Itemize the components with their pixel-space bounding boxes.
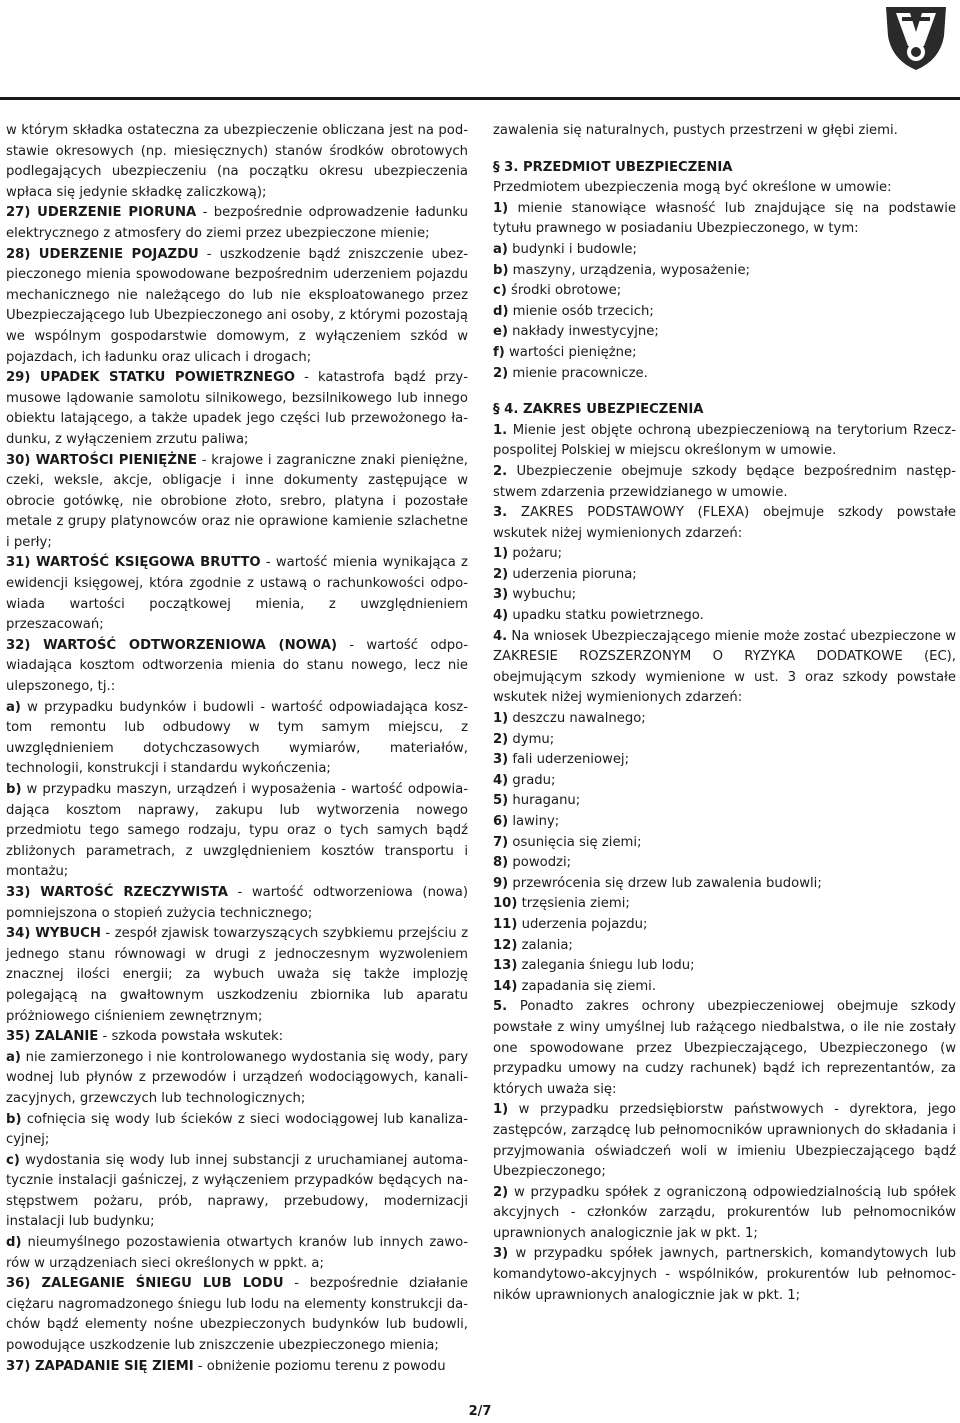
list-item	[493, 240, 956, 261]
item-text: w przypadku spółek jawnych, partnerskich, komandytowych lub komandytowo-akcyjnych - wspólników, prokurentów lub pełnomocników uprawnionych analogicznie jak w pkt. 1;	[493, 1246, 956, 1303]
item-text: pożaru;	[508, 546, 563, 562]
item-term: a)	[493, 241, 508, 257]
list-item	[493, 544, 956, 565]
item-term: 14)	[493, 978, 518, 994]
item-text: upadku statku powietrznego.	[508, 608, 704, 624]
item-text: - wartość odtworzeniowa (nowa) pomniejszona o stopień zużycia technicznego;	[6, 884, 469, 921]
right-column	[493, 121, 956, 1306]
item-term: 2)	[493, 365, 509, 381]
item-text: w przypadku maszyn, urządzeń i wyposażenia - wartość odpowiadająca kosztom naprawy, zakupu lub wytworzenia nowego przedmiotu tego samego rodzaju, typu oraz o tych samych bądź zbliżonych parametrach, z uwzględnieniem kosztów transportu i montażu;	[6, 782, 468, 880]
item-text: zalania;	[517, 937, 573, 953]
section-4-heading: § 4. ZAKRES UBEZPIECZENIA	[493, 402, 704, 418]
list-item	[6, 698, 468, 780]
item-text: uderzenia pioruna;	[508, 566, 637, 582]
list-item	[493, 585, 956, 606]
item-term: 31) WARTOŚĆ KSIĘGOWA BRUTTO	[6, 555, 261, 571]
list-item	[6, 883, 468, 924]
item-term: 2.	[493, 463, 508, 479]
list-item	[6, 451, 468, 554]
item-term: 29) UPADEK STATKU POWIETRZNEGO	[6, 370, 295, 386]
item-text: wartości pieniężne;	[504, 344, 637, 360]
list-item	[493, 364, 956, 385]
left-column	[6, 121, 468, 1377]
item-term: 2)	[493, 731, 509, 747]
list-item	[493, 322, 956, 343]
header-rule	[0, 97, 960, 100]
item-text: w przypadku spółek z ograniczoną odpowiedzialnością lub spółek akcyjnych - członków zarządu, prokurentów lub pełnomocników uprawnionych analogicznie jak w pkt. 1;	[493, 1184, 956, 1241]
item-term: 32) WARTOŚĆ ODTWORZENIOWA (NOWA)	[6, 637, 338, 653]
item-term: d)	[493, 303, 509, 319]
list-item	[493, 281, 956, 302]
item-term: a)	[6, 699, 21, 715]
item-text: - wartość odpowiadająca kosztom odtworzenia mienia do stanu nowego, lecz nie ulepszonego, tj.:	[6, 637, 468, 695]
list-item	[493, 730, 956, 751]
section-3-heading: § 3. PRZEDMIOT UBEZPIECZENIA	[493, 159, 733, 175]
list-item	[493, 812, 956, 833]
item-term: 2)	[493, 1184, 509, 1200]
item-text: lawiny;	[508, 814, 560, 829]
item-term: 5)	[493, 793, 509, 809]
item-text: - wartość mienia wynikająca z ewidencji księgowej, która zgodnie z ustawą o rachunkowości odpowiada wartości początkowej mienia, z uwzględnieniem przeszacowań;	[6, 555, 468, 633]
item-text: - krajowe i zagraniczne znaki pieniężne, czeki, weksle, akcje, obligacje i inne dokumenty zastępujące w obrocie gotówkę, nie obrobione złoto, srebro, platyna i pozostałe metale z grupy platynowców oraz nie oprawione kamienie szlachetne i perły;	[6, 452, 469, 550]
section-3-intro: Przedmiotem ubezpieczenia mogą być określone w umowie:	[493, 180, 892, 196]
item-term: 35) ZALANIE	[6, 1029, 99, 1045]
list-item	[493, 936, 956, 957]
list-item	[493, 343, 956, 364]
list-item	[493, 1244, 956, 1306]
list-item	[6, 368, 468, 450]
item-text: w przypadku budynków i budowli - wartość odpowiadająca kosztom remontu lub odbudowy w tym samym miejscu, z uwzględnieniem dotychczasowych wymiarów, materiałów, technologii, konstrukcji i standardu wykończenia;	[6, 699, 468, 777]
list-item	[6, 245, 468, 369]
list-item	[6, 1233, 468, 1274]
item-text: w którym składka ostateczna za ubezpieczenie obliczana jest na podstawie okresowych (np. miesięcznych) stanów środków obrotowych podlegających ubezpieczeniu (na początku okresu ubezpieczenia wpłaca się jedynie składkę zaliczkową);	[6, 123, 468, 200]
page-number: 2/7	[468, 1404, 492, 1419]
item-text: powodzi;	[508, 855, 572, 871]
item-term: 37) ZAPADANIE SIĘ ZIEMI	[6, 1358, 194, 1374]
list-item	[6, 780, 468, 883]
list-item	[6, 1357, 468, 1378]
list-item	[493, 1183, 956, 1245]
item-text: Ubezpieczenie obejmuje szkody będące bezpośrednim następstwem zdarzenia przewidzianego w umowie.	[493, 463, 956, 500]
list-item	[493, 853, 956, 874]
list-item	[6, 636, 468, 698]
list-item	[493, 771, 956, 792]
item-term: 33) WARTOŚĆ RZECZYWISTA	[6, 884, 228, 900]
item-text: - obniżenie poziomu terenu z powodu	[193, 1358, 446, 1374]
list-item	[493, 874, 956, 895]
item-term: e)	[493, 324, 508, 340]
list-item	[493, 1100, 956, 1182]
item-text: huraganu;	[508, 793, 581, 809]
item-text: Na wniosek Ubezpieczającego mienie może zostać ubezpieczone w ZAKRESIE ROZSZERZONYM O RYZYKA DODATKOWE (EC), obejmującym szkody wymienione w ust. 3 oraz szkody powstałe wskutek niżej wymienionych zdarzeń:	[493, 628, 956, 706]
item-text: trzęsienia ziemi;	[517, 896, 630, 912]
insurer-logo-icon	[880, 4, 952, 72]
item-text: mienie osób trzecich;	[508, 303, 654, 319]
list-item	[493, 956, 956, 977]
item-term: d)	[6, 1235, 22, 1251]
continuation-text: zawalenia się naturalnych, pustych przestrzeni w głębi ziemi.	[493, 123, 898, 138]
item-term: 3)	[493, 752, 509, 768]
item-term: 12)	[493, 937, 518, 953]
item-text: nie zamierzonego i nie kontrolowanego wydostania się wody, pary wodnej lub płynów z przewodów i urządzeń wodociągowych, kanalizacyjnych, grzewczych lub technologicznych;	[6, 1049, 468, 1106]
list-item	[493, 977, 956, 998]
item-text: wybuchu;	[508, 587, 577, 603]
item-term: 9)	[493, 875, 509, 891]
item-text: mienie pracownicze.	[508, 365, 648, 381]
list-item	[6, 1027, 468, 1048]
item-text: cofnięcia się wody lub ścieków z sieci wodociągowej lub kanalizacyjnej;	[6, 1111, 468, 1148]
item-term: a)	[6, 1049, 21, 1065]
list-item	[493, 833, 956, 854]
list-item	[6, 203, 468, 244]
item-text: budynki i budowle;	[507, 241, 637, 257]
list-item	[6, 1274, 468, 1356]
item-text: wydostania się wody lub innej substancji z uruchamianej automatycznie instalacji gaśniczej, z wyłączeniem przypadków będących następstwem pożaru, prób, naprawy, przebudowy, modernizacji instalacji lub budynku;	[6, 1152, 468, 1230]
item-text: mienie stanowiące własność lub znajdujące się na podstawie tytułu prawnego w posiadaniu Ubezpieczonego, w tym:	[493, 200, 956, 237]
item-term: c)	[493, 283, 507, 299]
item-term: 4)	[493, 608, 509, 624]
list-item	[493, 709, 956, 730]
item-term: 1)	[493, 1102, 509, 1118]
item-term: 28) UDERZENIE POJAZDU	[6, 246, 199, 262]
item-term: b)	[6, 782, 22, 797]
item-term: b)	[493, 262, 509, 278]
item-text: dymu;	[508, 731, 555, 747]
item-term: 1.	[493, 422, 508, 438]
list-item	[493, 606, 956, 627]
item-term: 6)	[493, 814, 509, 829]
list-item	[493, 997, 956, 1100]
item-term: 1)	[493, 200, 509, 216]
item-text: Mienie jest objęte ochroną ubezpieczeniową na terytorium Rzeczpospolitej Polskiej w miejscu określonym w umowie.	[493, 422, 956, 459]
section-4-list	[493, 421, 956, 1307]
list-item	[493, 894, 956, 915]
item-text: zapadania się ziemi.	[517, 978, 657, 994]
item-text: - bezpośrednie odprowadzenie ładunku elektrycznego z atmosfery do ziemi przez ubezpieczone mienie;	[6, 205, 468, 241]
item-term: 13)	[493, 958, 518, 974]
list-item	[6, 1110, 468, 1151]
item-term: 1)	[493, 711, 509, 727]
list-item	[493, 565, 956, 586]
list-item	[493, 915, 956, 936]
list-item	[493, 421, 956, 462]
list-item	[6, 121, 468, 203]
item-text: - katastrofa bądź przymusowe lądowanie samolotu silnikowego, bezsilnikowego lub innego obiektu latającego, a także upadek jego części lub przewożonego ładunku, z wyłączeniem zrzutu paliwa;	[6, 370, 468, 447]
item-term: 8)	[493, 855, 509, 871]
item-text: Ponadto zakres ochrony ubezpieczeniowej obejmuje szkody powstałe z winy umyślnej lub rażącego niedbalstwa, o ile nie zostały one spowodowane przez Ubezpieczającego, Ubezpieczonego (w przypadku umowy na cudzy rachunek) bądź ich reprezentantów, za których uważa się:	[493, 999, 956, 1097]
item-term: c)	[6, 1152, 20, 1168]
item-term: 2)	[493, 566, 509, 582]
item-text: - uszkodzenie bądź zniszczenie ubezpieczonego mienia spowodowane bezpośrednim uderzeniem pojazdu mechanicznego nie należącego do lub nie eksploatowanego przez Ubezpieczającego lub Ubezpieczonego ani osoby, z którymi pozostają we wspólnym gospodarstwie domowym, z wyłączeniem szkód w pojazdach, ich ładunku oraz ulicach i drogach;	[6, 246, 468, 365]
item-text: maszyny, urządzenia, wyposażenie;	[508, 262, 751, 278]
item-term: 36) ZALEGANIE ŚNIEGU LUB LODU	[6, 1276, 284, 1292]
item-text: zalegania śniegu lub lodu;	[517, 958, 695, 974]
item-text: - bezpośrednie działanie ciężaru nagromadzonego śniegu lub lodu na elementy konstrukcji dachów bądź elementy nośne ubezpieczonych budynków lub budowli, powodujące uszkodzenie lub zniszczenie ubezpieczonego mienia;	[6, 1276, 468, 1354]
list-item	[493, 791, 956, 812]
list-item	[493, 750, 956, 771]
item-term: 4.	[493, 628, 508, 644]
list-item	[6, 553, 468, 635]
item-term: 4)	[493, 772, 509, 788]
item-term: 3)	[493, 587, 509, 603]
section-3-list	[493, 199, 956, 384]
item-term: 27) UDERZENIE PIORUNA	[6, 205, 197, 221]
list-item	[493, 302, 956, 323]
list-item	[493, 503, 956, 544]
item-term: 3.	[493, 505, 508, 521]
item-text: uderzenia pojazdu;	[517, 916, 648, 932]
list-item	[6, 1151, 468, 1233]
item-term: 5.	[493, 999, 508, 1015]
item-text: - zespół zjawisk towarzyszących szybkiemu przejściu z jednego stanu równowagi w drugi z jednoczesnym wyzwoleniem znacznej ilości energii; za wybuch uważa się także implozję polegającą na gwałtownym uszkodzeniu zbiornika lub aparatu próżniowego ciśnieniem zewnętrznym;	[6, 926, 468, 1024]
list-item	[493, 627, 956, 709]
list-item	[493, 261, 956, 282]
item-text: - szkoda powstała wskutek:	[98, 1029, 284, 1045]
item-text: osunięcia się ziemi;	[508, 834, 642, 850]
item-term: b)	[6, 1111, 22, 1127]
item-text: przewrócenia się drzew lub zawalenia budowli;	[508, 875, 822, 891]
list-item	[6, 1048, 468, 1110]
item-text: ZAKRES PODSTAWOWY (FLEXA) obejmuje szkody powstałe wskutek niżej wymienionych zdarzeń:	[493, 505, 956, 541]
item-term: 10)	[493, 896, 518, 912]
list-item	[493, 462, 956, 503]
item-term: 3)	[493, 1246, 509, 1262]
item-term: 1)	[493, 546, 509, 562]
item-term: f)	[493, 344, 505, 360]
item-text: nakłady inwestycyjne;	[507, 324, 659, 340]
item-term: 7)	[493, 834, 509, 850]
item-text: nieumyślnego pozostawienia otwartych kranów lub innych zaworów w urządzeniach sieci określonych w ppkt. a;	[6, 1235, 468, 1271]
item-term: 34) WYBUCH	[6, 926, 101, 942]
item-text: gradu;	[508, 772, 556, 788]
item-text: fali uderzeniowej;	[508, 752, 630, 768]
item-term: 30) WARTOŚCI PIENIĘŻNE	[6, 452, 197, 468]
item-term: 11)	[493, 916, 518, 932]
item-text: deszczu nawalnego;	[508, 711, 646, 727]
list-item	[493, 199, 956, 240]
item-text: w przypadku przedsiębiorstw państwowych - dyrektora, jego zastępców, zarządcę lub pełnomocników uprawnionych do składania i przyjmowania oświadczeń woli w imieniu Ubezpieczającego bądź Ubezpieczonego;	[493, 1102, 956, 1180]
list-item	[6, 924, 468, 1027]
item-text: środki obrotowe;	[506, 283, 622, 299]
